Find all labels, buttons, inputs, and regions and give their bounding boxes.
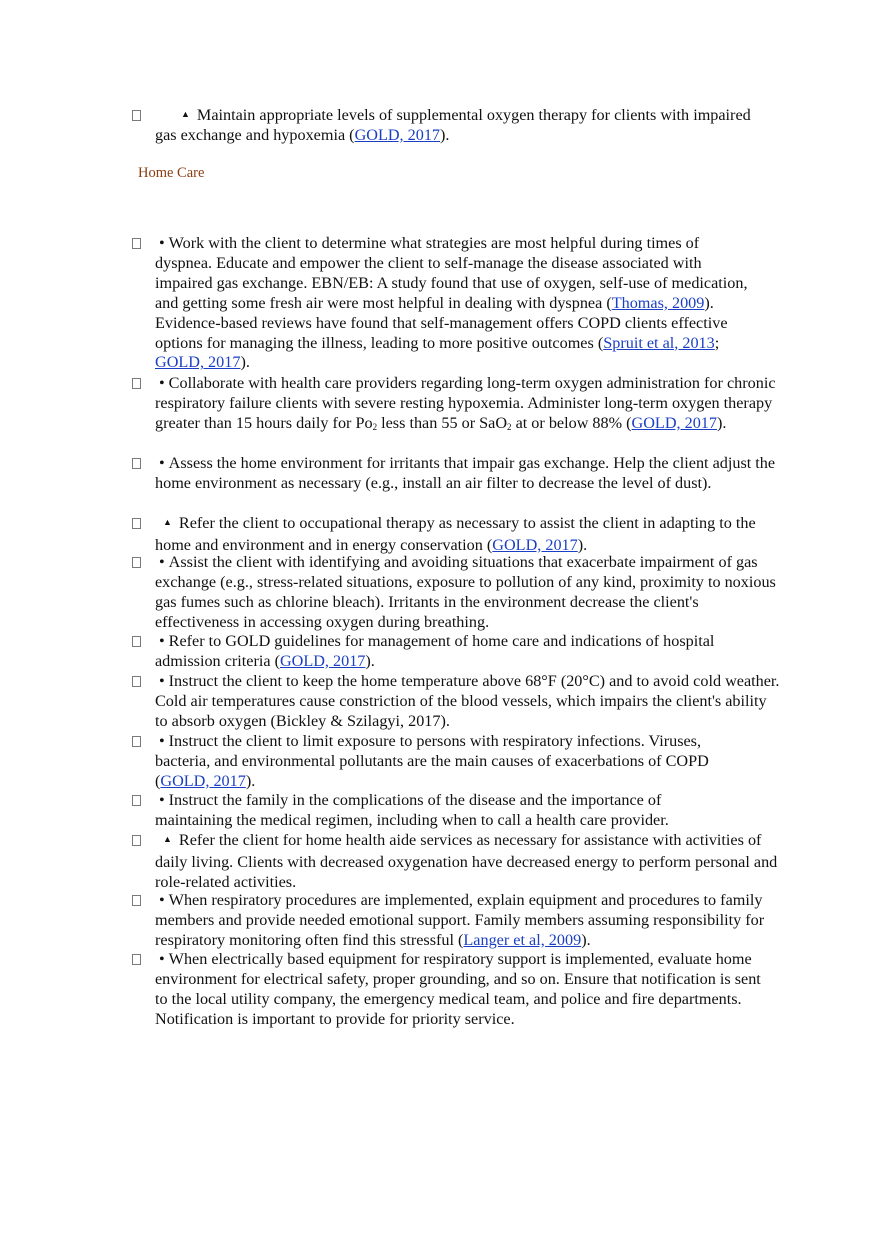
citation-link[interactable]: Langer et al, 2009 (463, 930, 582, 949)
item-text: Refer the client to occupational therapy as necessary to assist the client in adapting to the home and environment and in energy conservation ( (155, 514, 756, 554)
checkbox-icon[interactable] (132, 557, 141, 568)
triangle-bullet-icon: ▲ (163, 834, 172, 844)
list-item (155, 891, 775, 951)
checkbox-icon[interactable] (132, 636, 141, 647)
bullet-icon: • (159, 553, 165, 571)
list-item (155, 632, 765, 672)
item-text: When electrically based equipment for respiratory support is implemented, evaluate home environment for electrical safety, proper grounding, and so on. Ensure that notification is sent to the local utility company, the emergency medical team, and police and fire departments. Notification is important to provide for priority service. (155, 950, 761, 1028)
section-heading: Home Care (138, 165, 205, 181)
citation-link[interactable]: Thomas, 2009 (611, 293, 705, 312)
list-item (155, 672, 780, 732)
list-item (155, 831, 787, 893)
item-text: When respiratory procedures are implemented, explain equipment and procedures to family members and provide needed emotional support. Family members assuming responsibility for respiratory monitoring often find this stressful ( (155, 891, 765, 949)
bullet-icon: • (159, 950, 165, 968)
item-text: Instruct the family in the complications of the disease and the importance of maintaining the medical regimen, including when to call a health care provider. (155, 791, 669, 829)
checkbox-icon[interactable] (132, 736, 141, 747)
subscript: 2 (507, 421, 512, 432)
citation-link[interactable]: Spruit et al, 2013 (603, 333, 715, 352)
list-item (155, 454, 785, 494)
triangle-bullet-icon: ▲ (163, 517, 172, 527)
item-text: Instruct the client to keep the home temperature above 68°F (20°C) and to avoid cold weather. Cold air temperatures cause constriction of the blood vessels, which impairs the client's ability to absorb oxygen (Bickley & Szilagyi, 2017). (155, 672, 780, 730)
list-item (155, 553, 785, 633)
citation-link[interactable]: GOLD, 2017 (492, 535, 578, 554)
item-text: ). (245, 771, 256, 790)
item-text: ). (440, 126, 450, 144)
checkbox-icon[interactable] (132, 238, 141, 249)
item-text: ). (240, 353, 250, 372)
bullet-icon: • (159, 672, 165, 690)
checkbox-icon[interactable] (132, 954, 141, 965)
bullet-icon: • (159, 791, 165, 809)
triangle-bullet-icon: ▲ (181, 109, 190, 119)
checkbox-icon[interactable] (132, 518, 141, 529)
item-text: Refer the client for home health aide services as necessary for assistance with activities of daily living. Clients with decreased oxygenation have decreased energy to perform personal and role-related activities. (155, 831, 778, 891)
list-item (155, 374, 780, 438)
citation-link[interactable]: GOLD, 2017 (279, 651, 366, 670)
item-text: gas exchange and hypoxemia ( (155, 126, 355, 144)
checkbox-icon[interactable] (132, 458, 141, 469)
item-text: ). (716, 413, 727, 432)
subscript: 2 (372, 421, 378, 432)
citation-link[interactable]: GOLD, 2017 (354, 126, 441, 144)
item-text: less than 55 or SaO (377, 413, 508, 432)
list-item (155, 732, 755, 792)
item-text: Refer to GOLD guidelines for management of home care and indications of hospital admission criteria ( (155, 632, 715, 670)
bullet-icon: • (159, 632, 165, 650)
item-text: Instruct the client to limit exposure to persons with respiratory infections. Viruses, bacteria, and environmental pollutants are the main causes of exacerbations of COPD ( (155, 732, 709, 790)
checkbox-icon[interactable] (132, 110, 141, 121)
list-item (155, 234, 755, 373)
checkbox-icon[interactable] (132, 378, 141, 389)
bullet-icon: • (159, 234, 165, 252)
citation-link[interactable]: GOLD, 2017 (155, 353, 241, 372)
item-text: Maintain appropriate levels of supplemental oxygen therapy for clients with impaired (196, 106, 751, 124)
checkbox-icon[interactable] (132, 795, 141, 806)
item-text: ). Evidence-based reviews have found that self-management offers COPD clients effective options for managing the illness, leading to more positive outcomes ( (155, 293, 728, 352)
bullet-icon: • (159, 891, 165, 909)
item-text: Assess the home environment for irritants that impair gas exchange. Help the client adjust the home environment as necessary (e.g., install an air filter to decrease the level of dust). (155, 454, 776, 492)
bullet-icon: • (159, 454, 165, 472)
item-text: Assist the client with identifying and avoiding situations that exacerbate impairment of gas exchange (e.g., stress-related situations, exposure to pollution of any kind, proximity to noxious gas fumes such as chlorine bleach). Irritants in the environment decrease the client's effectiveness in accessing oxygen during breathing. (155, 553, 776, 631)
list-item (155, 950, 770, 1030)
checkbox-icon[interactable] (132, 895, 141, 906)
item-text: ). (581, 930, 591, 949)
list-item (155, 791, 725, 831)
bullet-icon: • (159, 732, 165, 750)
item-text: Collaborate with health care providers regarding long-term oxygen administration for chronic respiratory failure clients with severe resting hypoxemia. Administer long-term oxygen therapy greater than 15 hours daily for Po (155, 374, 776, 432)
item-text: ). (577, 535, 588, 554)
item-text: at or below 88% ( (511, 413, 632, 432)
checkbox-icon[interactable] (132, 676, 141, 687)
citation-link[interactable]: GOLD, 2017 (631, 413, 717, 432)
item-text: Work with the client to determine what strategies are most helpful during times of dyspnea. Educate and empower the client to self-manage the disease associated with impaired gas exchange. EBN/EB: A study found that use of oxygen, self-use of medication, and getting some fresh air were most helpful in dealing with dyspnea ( (155, 234, 748, 312)
bullet-icon: • (159, 374, 165, 392)
checkbox-icon[interactable] (132, 835, 141, 846)
citation-link[interactable]: GOLD, 2017 (160, 771, 246, 790)
item-text: ; (714, 333, 720, 352)
item-text: ). (365, 651, 375, 670)
list-item (155, 514, 785, 556)
